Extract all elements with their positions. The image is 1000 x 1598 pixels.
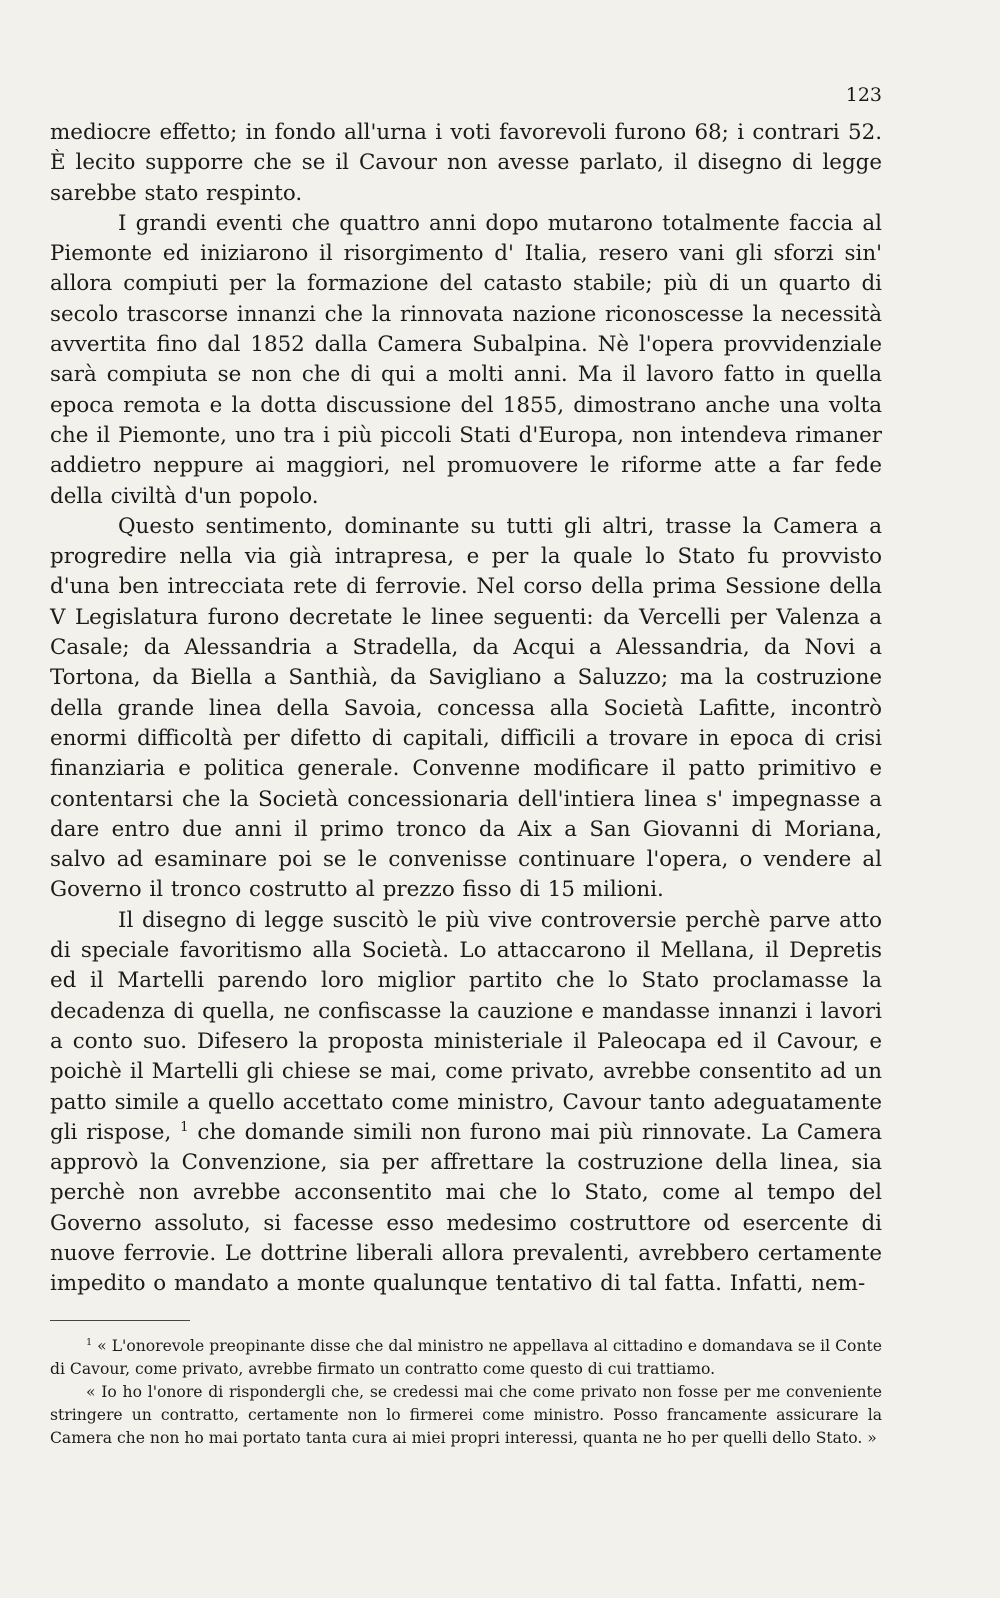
paragraph-1: mediocre effetto; in fondo all'urna i voti favorevoli furono 68; i contrari 52. È lecito supporre che se il Cavour non avesse parlato, il disegno di legge sarebbe stato respinto. [50, 120, 882, 206]
paragraph-4 [50, 906, 882, 1300]
footnote-mark: 1 [86, 1336, 93, 1348]
footnote-reference[interactable]: 1 [180, 1119, 189, 1135]
paragraph-4-before-note: Il disegno di legge suscitò le più vive controversie perchè parve atto di speciale favoritismo alla Società. Lo attaccarono il Mellana, il Depretis ed il Martelli parendo loro miglior partito che lo Stato proclamasse la decadenza di quella, ne confiscasse la cauzione e mandasse innanzi i lavori a conto suo. Difesero la proposta ministeriale il Paleocapa ed il Cavour, e poichè il Martelli gli chiese se mai, come privato, avrebbe consentito ad un patto simile a quello accettato come ministro, Cavour tanto adeguatamente gli rispose, [50, 907, 882, 1145]
paragraph-2: I grandi eventi che quattro anni dopo mutarono totalmente faccia al Piemonte ed iniziarono il risorgimento d' Italia, resero vani gli sforzi sin' allora compiuti per la formazione del catasto stabile; più di un quarto di secolo trascorse innanzi che la rinnovata nazione riconoscesse la necessità avvertita fino dal 1852 dalla Camera Subalpina. Nè l'opera provvidenziale sarà compiuta se non che di qui a molti anni. Ma il lavoro fatto in quella epoca remota e la dotta discussione del 1855, dimostrano anche una volta che il Piemonte, uno tra i più piccoli Stati d'Europa, non intendeva rimaner addietro neppure ai maggiori, nel promuovere le riforme atte a far fede della civiltà d'un popolo. [50, 210, 882, 509]
main-text [50, 118, 882, 1300]
footnote-1-part-2: « Io ho l'onore di rispondergli che, se credessi mai che come privato non fosse per me conveniente stringere un contratto, certamente non lo firmerei come ministro. Posso francamente assicurare la Camera che non ho mai portato tanta cura ai miei propri interessi, quanta ne ho per quelli dello Stato. » [50, 1382, 882, 1447]
page-number: 123 [845, 84, 882, 106]
footnote-1-part-1 [50, 1335, 882, 1381]
footnote-divider [50, 1320, 190, 1321]
paragraph-4-after-note: che domande simili non furono mai più rinnovate. La Camera approvò la Convenzione, sia per affrettare la costruzione della linea, sia perchè non avrebbe acconsentito mai che lo Stato, come al tempo del Governo assoluto, si facesse esso medesimo costruttore od esercente di nuove ferrovie. Le dottrine liberali allora prevalenti, avrebbero certamente impedito o mandato a monte qualunque tentativo di tal fatta. Infatti, nem- [50, 1119, 882, 1297]
paragraph-3: Questo sentimento, dominante su tutti gli altri, trasse la Camera a progredire nella via già intrapresa, e per la quale lo Stato fu provvisto d'una ben intrecciata rete di ferrovie. Nel corso della prima Sessione della V Legislatura furono decretate le linee seguenti: da Vercelli per Valenza a Casale; da Alessandria a Stradella, da Acqui a Alessandria, da Novi a Tortona, da Biella a Santhià, da Savigliano a Saluzzo; ma la costruzione della grande linea della Savoia, concessa alla Società Lafitte, incontrò enormi difficoltà per difetto di capitali, difficili a trovare in epoca di crisi finanziaria e politica generale. Convenne modificare il patto primitivo e contentarsi che la Società concessionaria dell'intiera linea s' impegnasse a dare entro due anni il primo tronco da Aix a San Giovanni di Moriana, salvo ad esaminare poi se le convenisse continuare l'opera, o vendere al Governo il tronco costrutto al prezzo fisso di 15 milioni. [50, 513, 882, 903]
footnote-1-text: « L'onorevole preopinante disse che dal ministro ne appellava al cittadino e domandava se il Conte di Cavour, come privato, avrebbe firmato un contratto come questo di cui trattiamo. [50, 1336, 882, 1378]
footnotes [50, 1335, 882, 1450]
